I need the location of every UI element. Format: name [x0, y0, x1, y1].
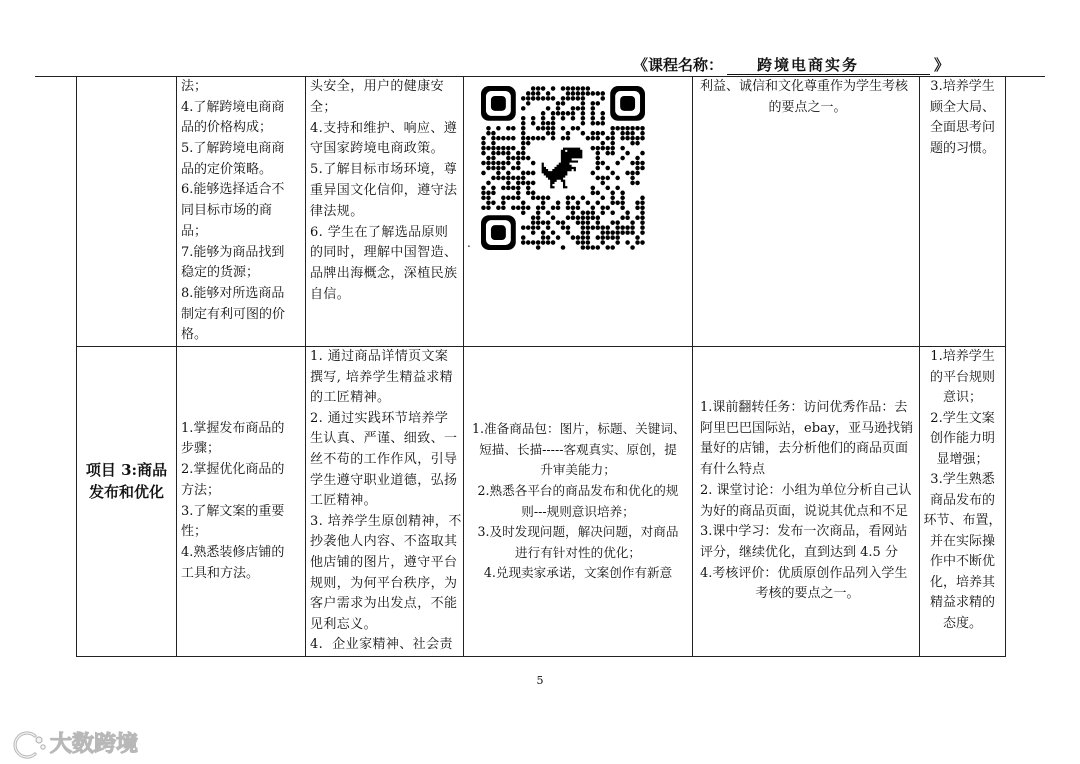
project-title-line: 发布和优化 [88, 483, 164, 501]
text-line: 重异国文化信仰，遵守法 [310, 182, 458, 198]
text-line: 6. 学生在了解选品原则 [310, 224, 449, 240]
logo-arc-highlight [15, 733, 35, 757]
row1-teaching-cell [692, 76, 920, 347]
row1-project-cell [76, 76, 177, 347]
text-line: 化，培养其 [929, 574, 995, 590]
text-line: 3.培养学生 [930, 79, 995, 94]
text-line: 升审美能力； [540, 462, 616, 478]
text-line: 法； [181, 79, 208, 94]
finder-inner [491, 225, 506, 240]
text-line: 阿里巴巴国际站，ebay，亚马逊找销 [700, 420, 914, 436]
row2-ideology-cell [305, 346, 464, 657]
text-line: 2. 课堂讨论：小组为单位分析自己认 [700, 482, 912, 498]
text-line: 规则，为何平台秩序，为 [310, 575, 458, 591]
text-line: 顾全大局、 [929, 99, 995, 115]
watermark-text: 大数跨境 [50, 732, 139, 757]
qr-note: . [467, 236, 471, 250]
course-name-field [727, 55, 930, 75]
text-line: 2.掌握优化商品的 [181, 462, 285, 478]
text-line: 环节、布置， [923, 513, 1002, 528]
text-line: 头安全，用户的健康安 [310, 79, 445, 94]
logo-dot [41, 745, 45, 749]
page-number: 5 [536, 674, 544, 687]
text-line: 见利忘义。 [310, 616, 378, 632]
text-line: 3.及时发现问题，解决问题，对商品 [477, 524, 679, 540]
text-line: 4.考核评价：优质原创作品列入学生 [700, 565, 908, 581]
text-line: 他店铺的图片，遵守平台 [310, 554, 458, 570]
text-line: 品的价格构成； [181, 120, 273, 136]
text-line: 量好的店铺，去分析他们的商品页面 [700, 441, 909, 457]
text-line: 丝不苟的工作作风，引导 [310, 451, 458, 467]
brand-logo-icon [8, 729, 48, 761]
text-line: 的要点之一。 [768, 99, 847, 115]
row2-activities-text [464, 347, 692, 656]
row2-objectives-text [177, 347, 305, 656]
row1-objectives-cell [176, 76, 306, 347]
row2-ideology-text [306, 347, 463, 656]
text-line: 1. 通过商品详情页文案 [310, 349, 449, 364]
text-line: 6.能够选择适合不 [181, 182, 285, 198]
text-line: 7.能够为商品找到 [181, 244, 285, 260]
text-line: 4. 企业家精神、社会责 [310, 637, 453, 653]
text-line: 题的习惯。 [929, 141, 995, 157]
text-line: 考核的要点之一。 [755, 586, 860, 602]
text-line: 自信。 [310, 286, 351, 302]
row2-activities-cell [463, 346, 693, 657]
finder-inner [620, 96, 635, 111]
qr-finder-bottom-left [481, 215, 516, 250]
text-line: 1.课前翻转任务：访问优秀作品：去 [700, 400, 908, 416]
text-line: 1.准备商品包：图片，标题、关键词、 [472, 421, 686, 437]
text-line: 态度。 [942, 615, 982, 631]
text-line: 客户需求为出发点，不能 [310, 596, 458, 612]
text-line: 3.学生熟悉 [930, 472, 995, 487]
qr-finder-top-right [610, 86, 645, 121]
text-line: 1.培养学生 [930, 349, 995, 364]
text-line: 8.能够对所选商品 [181, 285, 285, 301]
course-title-suffix: 》 [934, 56, 950, 74]
text-line: 的平台规则 [929, 369, 995, 385]
text-line: 格。 [181, 327, 208, 343]
text-line: 显增强； [936, 451, 989, 467]
row1-activities-cell [463, 76, 693, 347]
row2-project-cell [76, 346, 177, 657]
row1-qr-area [464, 77, 692, 346]
text-line: 的工匠精神。 [310, 390, 391, 406]
text-line: 短描、长描-----客观真实、原创，提 [479, 441, 677, 457]
text-line: 抄袭他人内容、不盗取其 [310, 534, 458, 550]
text-line: 商品发布的 [929, 492, 995, 508]
text-line: 进行有针对性的优化； [515, 544, 641, 560]
row1-ideology-cell [305, 76, 464, 347]
text-line: 精益求精的 [929, 595, 995, 610]
text-line: 的同时，理解中国智造、 [310, 245, 458, 261]
text-line: 品； [181, 223, 208, 239]
text-line: 制定有利可图的价 [181, 306, 286, 322]
text-line: 3. 培养学生原创精神，不 [310, 513, 462, 529]
text-line: 稳定的货源； [181, 265, 260, 281]
row1-objectives-text [177, 77, 305, 346]
text-line: 守国家跨境电商政策。 [310, 141, 445, 157]
row2-outcomes-cell [919, 346, 1006, 657]
text-line: 4.熟悉装修店铺的 [181, 544, 285, 560]
text-line: 意识； [942, 390, 982, 405]
text-line: 创作能力明 [929, 431, 995, 446]
text-line: 4.支持和维护、响应、遵 [310, 120, 458, 136]
text-line: 4.兑现卖家承诺，文案创作有新意 [483, 565, 673, 581]
text-line: 学生遵守职业道德，弘扬 [310, 472, 458, 488]
text-line: 工具和方法。 [181, 565, 260, 581]
text-line: 则---规则意识培养； [521, 503, 635, 519]
text-line: 3.了解文案的重要 [181, 503, 285, 519]
text-line: 并在实际操 [929, 533, 995, 549]
text-line: 2. 通过实践环节培养学 [310, 410, 449, 426]
text-line: 作中不断优 [929, 554, 995, 569]
course-title-prefix: 《课程名称： [633, 56, 724, 74]
text-line: 品牌出海概念，深植民族 [310, 266, 458, 282]
text-line: 2.学生文案 [930, 410, 995, 426]
text-line: 撰写, 培养学生精益求精 [310, 369, 454, 385]
text-line: 同目标市场的商 [181, 203, 273, 219]
text-line: 全； [310, 99, 337, 115]
qr-finder-top-left [481, 86, 516, 121]
text-line: 方法； [181, 482, 221, 498]
project-title [77, 347, 176, 656]
row1-teaching-text [693, 77, 919, 346]
row1-outcomes-text [920, 77, 1005, 346]
text-line: 5.了解目标市场环境，尊 [310, 162, 458, 178]
row2-outcomes-text [920, 347, 1005, 656]
text-line: 2.熟悉各平台的商品发布和优化的规 [477, 482, 679, 498]
row1-outcomes-cell [919, 76, 1006, 347]
row2-objectives-cell [176, 346, 306, 657]
logo-dot [36, 737, 42, 743]
text-line: 3.课中学习：发布一次商品，看网站 [700, 524, 908, 540]
text-line: 4.了解跨境电商商 [181, 99, 285, 115]
text-line: 品的定价策略。 [181, 161, 273, 177]
text-line: 有什么特点 [700, 462, 766, 478]
text-line: 全面思考问 [929, 120, 995, 136]
finder-inner [491, 96, 506, 111]
text-line: 利益、诚信和文化尊重作为学生考核 [700, 79, 909, 94]
qr-code [481, 86, 645, 250]
text-line: 评分，继续优化，直到达到 4.5 分 [700, 544, 898, 560]
text-line: 律法规。 [310, 203, 364, 219]
text-line: 工匠精神。 [310, 493, 378, 509]
text-line: 5.了解跨境电商商 [181, 141, 285, 157]
project-title-line: 项目 3:商品 [85, 461, 168, 479]
text-line: 步骤； [181, 441, 221, 457]
text-line: 生认真、严谨、细致、一 [310, 431, 458, 447]
course-name: 跨境电商实务 [757, 56, 860, 74]
row2-teaching-cell [692, 346, 920, 657]
row2-teaching-text [693, 347, 919, 656]
row1-ideology-text [306, 77, 463, 346]
text-line: 1.掌握发布商品的 [181, 420, 285, 436]
text-line: 为好的商品页面，说说其优点和不足 [700, 503, 909, 519]
dinosaur-icon [542, 148, 583, 189]
text-line: 性； [181, 524, 208, 540]
